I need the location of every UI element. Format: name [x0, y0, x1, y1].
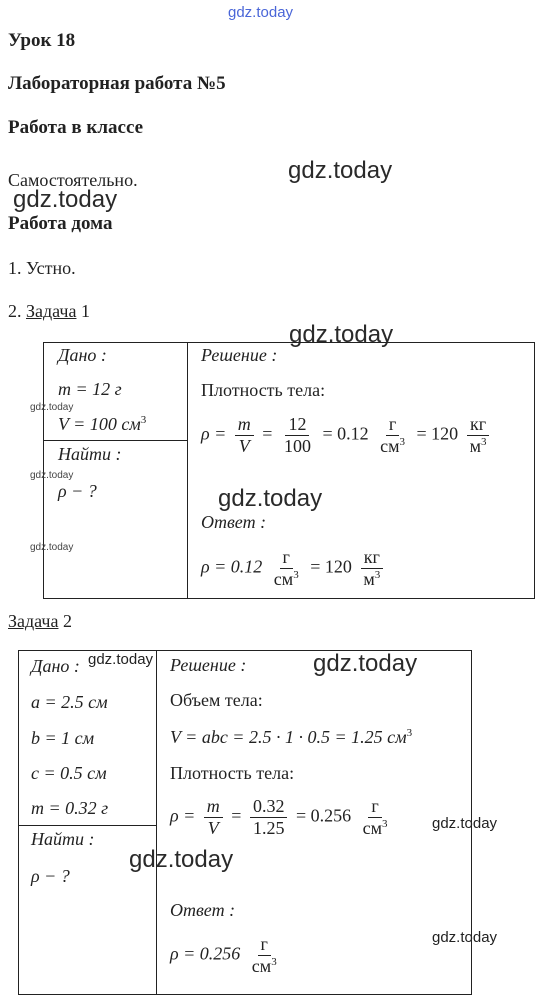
class-work-title: Работа в классе — [8, 117, 144, 138]
result: = 0.256 — [295, 805, 352, 826]
task-2-answer-label: Ответ : — [170, 900, 236, 920]
unit-denominator: $см^3$ — [380, 435, 405, 456]
task-1-v-given — [58, 414, 146, 435]
task-1-v-value: V = 100 см — [58, 414, 141, 434]
task-1-density-formula — [201, 415, 494, 456]
result-kg: = 120 — [416, 423, 459, 444]
unit-numerator: кг — [467, 415, 489, 436]
unit-g-per-cm3 — [377, 415, 408, 456]
cube-exponent: 3 — [406, 727, 413, 739]
task-1-m-given: m = 12 г — [58, 379, 122, 399]
task-1-given-label: Дано : — [58, 345, 107, 365]
task-2-b: b = 1 см — [31, 728, 95, 748]
task-2-density-label: Плотность тела: — [170, 763, 295, 783]
lesson-title: Урок 18 — [8, 30, 76, 51]
task-1-density-label: Плотность тела: — [201, 380, 326, 400]
unit-denominator: $см^3$ — [251, 955, 277, 976]
unit-denominator: $м^3$ — [469, 435, 487, 456]
item-2-prefix: 2. — [8, 301, 26, 321]
unit-g-per-cm3 — [249, 935, 280, 976]
task-2-rho-find: ρ − ? — [31, 866, 70, 886]
numerator: 0.32 — [250, 797, 288, 818]
task-number: 2 — [58, 611, 72, 631]
denominator: 100 — [283, 435, 311, 456]
watermark: gdz.today — [88, 651, 154, 668]
unit-g-per-cm3 — [360, 797, 391, 838]
denominator: 1.25 — [252, 817, 285, 838]
watermark: gdz.today — [432, 929, 498, 946]
unit-kg-per-m3 — [467, 415, 490, 456]
watermark: gdz.today — [289, 321, 394, 348]
unit-numerator: г — [386, 415, 399, 436]
numerator: m — [235, 415, 254, 436]
rho-formula: ρ = — [170, 805, 196, 826]
equals: = — [231, 805, 242, 826]
equals: = — [262, 423, 273, 444]
task-1-heading — [8, 301, 90, 322]
fraction-values — [250, 797, 288, 838]
task-1-divider — [187, 342, 188, 598]
numerator: 12 — [285, 415, 309, 436]
home-work-title: Работа дома — [8, 213, 113, 234]
lab-title: Лабораторная работа №5 — [8, 73, 226, 94]
task-2-solution-label: Решение : — [170, 655, 247, 675]
task-2-a: a = 2.5 см — [31, 692, 108, 712]
task-word: Задача — [8, 611, 59, 631]
item-1: 1. Устно. — [8, 258, 76, 278]
task-2-c: c = 0.5 см — [31, 763, 107, 783]
task-number: 1 — [76, 301, 90, 321]
result-grams: = 0.12 — [322, 423, 369, 444]
task-1-answer — [201, 548, 387, 589]
answer-rho: ρ = 0.256 — [170, 943, 241, 964]
task-word: Задача — [26, 301, 77, 321]
denominator: V — [207, 817, 219, 838]
task-2-given-divider — [18, 825, 157, 826]
unit-kg-per-m3 — [360, 548, 383, 589]
watermark: gdz.today — [432, 815, 498, 832]
task-1-given-divider — [43, 440, 188, 441]
watermark: gdz.today — [13, 186, 118, 213]
numerator: m — [204, 797, 223, 818]
unit-denominator: $см^3$ — [273, 568, 299, 589]
watermark: gdz.today — [30, 402, 74, 413]
task-1-rho-find: ρ − ? — [58, 481, 97, 501]
volume-formula: V = abc = 2.5 · 1 · 0.5 = 1.25 см — [170, 727, 407, 747]
task-2-given-label: Дано : — [31, 656, 80, 676]
task-1-solution-label: Решение : — [201, 345, 278, 365]
fraction-m-over-v — [235, 415, 254, 456]
watermark: gdz.today — [30, 470, 74, 481]
cube-exponent: 3 — [140, 414, 147, 426]
unit-g-per-cm3 — [271, 548, 302, 589]
unit-numerator: г — [258, 935, 271, 956]
watermark: gdz.today — [30, 542, 74, 553]
task-2-find-label: Найти : — [31, 829, 95, 849]
task-2-divider — [156, 650, 157, 994]
task-2-heading — [8, 611, 72, 632]
rho-formula: ρ = — [201, 423, 227, 444]
unit-denominator: $см^3$ — [362, 817, 388, 838]
denominator: V — [238, 435, 250, 456]
task-2-m: m = 0.32 г — [31, 798, 109, 818]
task-2-density-formula — [170, 797, 395, 838]
answer-kg: = 120 — [310, 556, 352, 577]
fraction-12-over-100 — [281, 415, 314, 456]
task-1-find-label: Найти : — [58, 444, 122, 464]
watermark: gdz.today — [218, 485, 323, 512]
unit-numerator: г — [280, 548, 293, 569]
unit-numerator: кг — [361, 548, 383, 569]
self-study-text: Самостоятельно. — [8, 170, 138, 190]
unit-numerator: г — [368, 797, 381, 818]
fraction-m-over-v — [204, 797, 223, 838]
task-2-volume-formula — [170, 727, 412, 748]
watermark-top: gdz.today — [228, 4, 294, 21]
answer-rho: ρ = 0.12 — [201, 556, 263, 577]
task-1-answer-label: Ответ : — [201, 512, 267, 532]
unit-denominator: $м^3$ — [363, 568, 381, 589]
watermark: gdz.today — [313, 650, 418, 677]
watermark: gdz.today — [129, 846, 234, 873]
task-2-answer — [170, 935, 284, 976]
task-2-volume-label: Объем тела: — [170, 690, 263, 710]
watermark: gdz.today — [288, 157, 393, 184]
